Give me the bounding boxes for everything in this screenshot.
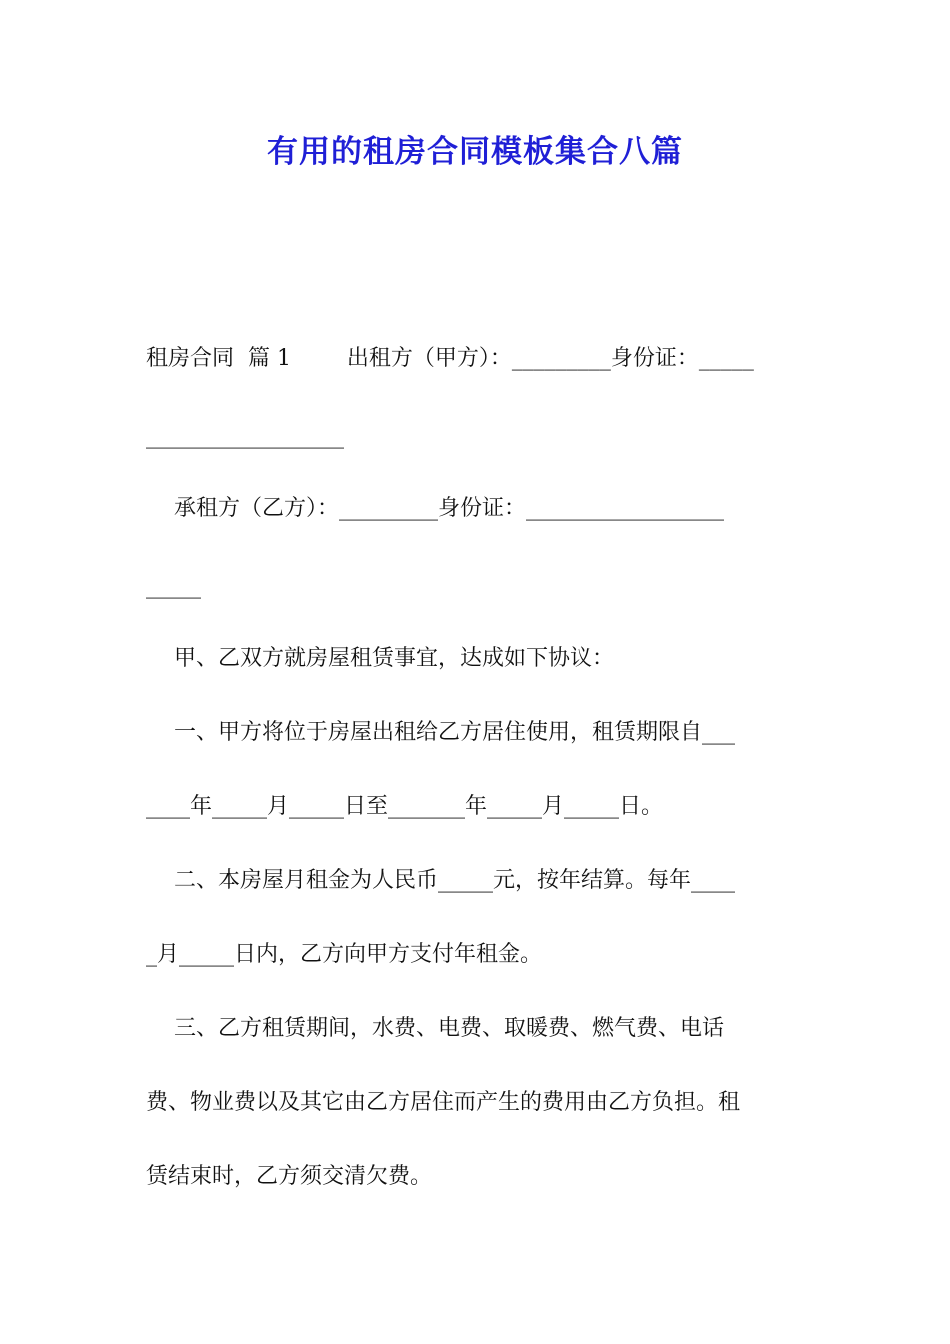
contract-line-lessor: 租房合同 篇 1 出租方（甲方）：_________身份证：_____ xyxy=(146,346,754,371)
contract-line-agreement-intro: 甲、乙双方就房屋租赁事宜，达成如下协议： xyxy=(146,646,614,671)
contract-clause-3-end: 赁结束时，乙方须交清欠费。 xyxy=(146,1164,433,1189)
document-title: 有用的租房合同模板集合八篇 xyxy=(267,134,683,170)
contract-clause-1-continued: ____年_____月_____日至_______年_____月_____日。 xyxy=(146,794,664,819)
contract-clause-1: 一、甲方将位于房屋出租给乙方居住使用，租赁期限自___ xyxy=(146,720,735,745)
contract-line-lessee: 承租方（乙方）：_________身份证：__________________ xyxy=(146,496,724,521)
contract-clause-2-continued: _月_____日内，乙方向甲方支付年租金。 xyxy=(146,942,543,967)
contract-clause-3-continued: 费、物业费以及其它由乙方居住而产生的费用由乙方负担。租 xyxy=(146,1090,741,1115)
contract-line-lessor-id-continued: __________________ xyxy=(146,424,344,449)
contract-clause-2: 二、本房屋月租金为人民币_____元，按年结算。每年____ xyxy=(146,868,735,893)
contract-line-lessee-id-continued: _____ xyxy=(146,574,201,599)
contract-clause-3: 三、乙方租赁期间，水费、电费、取暖费、燃气费、电话 xyxy=(146,1016,724,1041)
